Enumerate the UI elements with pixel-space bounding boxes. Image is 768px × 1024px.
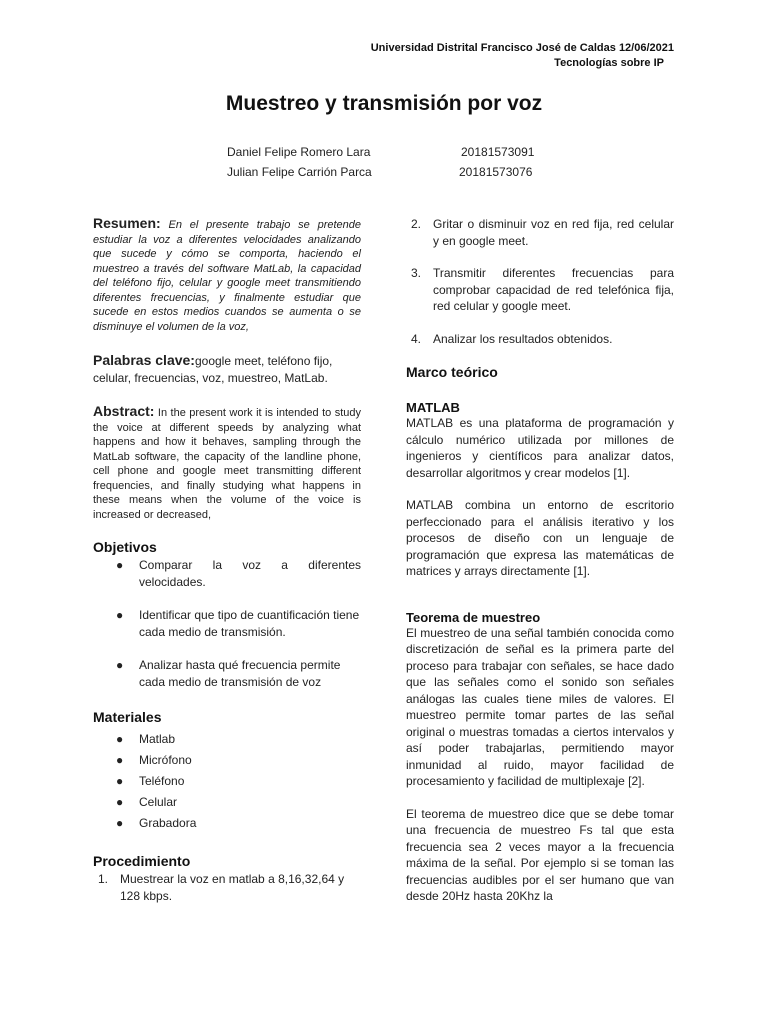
header <box>371 41 674 71</box>
author-id-2: 20181573076 <box>459 165 533 179</box>
abstract-label: Abstract: <box>93 403 155 419</box>
bullet-icon: ● <box>116 608 124 622</box>
list-item: 2. Gritar o disminuir voz en red fija, red celular y en google meet. <box>411 217 674 248</box>
teorema-heading: Teorema de muestreo <box>406 609 541 625</box>
teorema-paragraph-1: El muestreo de una señal también conocida como discretización de señal es la primera parte del proceso para trabajar con señales, se hace dado que las señales como el sonido son señales análogas las cuales tiene miles de valores. El muestreo permite tomar partes de las señal original o muestras tomadas a ciertos intervalos y así poder trabajarlas, permitiendo mayor inmunidad al ruido, mayor facilidad de procesamiento y facilidad de multiplexaje [2]. <box>406 625 674 788</box>
abstract-paragraph <box>93 404 361 522</box>
list-item: ● Teléfono <box>93 771 361 792</box>
matlab-paragraph-2: MATLAB combina un entorno de escritorio perfeccionado para el análisis iterativo y los procesos de diseño con un lenguaje de programación que expresa las matemáticas de matrices y arrays directamente [1]. <box>406 498 674 578</box>
bullet-icon: ● <box>116 558 124 572</box>
bullet-icon: ● <box>116 732 124 746</box>
list-item: ● Comparar la voz a diferentes velocidades. <box>116 558 361 589</box>
header-university-date: Universidad Distrital Francisco José de Caldas 12/06/2021 <box>370 42 674 54</box>
teorema-paragraph-2: El teorema de muestreo dice que se debe tomar una frecuencia de muestreo Fs tal que esta frecuencia sea 2 veces mayor a la frecuencia máxima de la señal. Por ejemplo si se toman las frecuencias audibles por el ser humano que van desde 20Hz hasta 20Khz la <box>406 806 674 903</box>
right-column <box>406 216 674 905</box>
procedimiento-list-left <box>93 871 361 904</box>
list-item: 1. Muestrear la voz en matlab a 8,16,32,64 y 128 kbps. <box>98 872 345 903</box>
objetivos-list <box>93 557 361 690</box>
procedimiento-list-right <box>406 216 674 347</box>
left-column <box>93 216 361 904</box>
paper-title: Muestreo y transmisión por voz <box>225 92 543 115</box>
matlab-paragraph-1: MATLAB es una plataforma de programación y cálculo numérico utilizada por millones de ingenieros y científicos para analizar datos, desarrollar algoritmos y crear modelos [1]. <box>406 416 674 480</box>
list-item: 3. Transmitir diferentes frecuencias para comprobar capacidad de red telefónica fija, red celular y google meet. <box>411 266 674 313</box>
list-item: 4. Analizar los resultados obtenidos. <box>411 331 613 346</box>
list-item: ● Celular <box>93 792 361 813</box>
list-item: ● Analizar hasta qué frecuencia permite cada medio de transmisión de voz <box>116 658 341 689</box>
bullet-icon: ● <box>116 774 124 788</box>
list-item: ● Micrófono <box>93 750 361 771</box>
objetivos-heading: Objetivos <box>93 539 157 555</box>
procedimiento-heading: Procedimiento <box>93 853 191 869</box>
materiales-list <box>93 729 361 834</box>
resumen-text: En el presente trabajo se pretende estudiar la voz a diferentes velocidades analizando que sucede y cómo se comporta, haciendo el muestreo a través del software MatLab, la capacidad del teléfono fijo, celular y google meet transmitiendo diferentes frecuencias, y finalmente estudiar que sucede en estos medios cuandos se aumenta o se disminuye el volumen de la voz, <box>93 219 362 333</box>
bullet-icon: ● <box>116 816 124 830</box>
marco-teorico-heading: Marco teórico <box>406 364 498 380</box>
author-id-1: 20181573091 <box>461 145 535 159</box>
keywords-paragraph <box>93 352 361 386</box>
bullet-icon: ● <box>116 753 124 767</box>
matlab-heading: MATLAB <box>406 400 460 415</box>
materiales-heading: Materiales <box>93 709 162 725</box>
author-name-1: Daniel Felipe Romero Lara <box>227 145 371 159</box>
abstract-text: In the present work it is intended to study the voice at different speeds by analyzing what happens and how it behaves, sampling through the MatLab software, the capacity of the landline phone, cell phone and google meet transmitting different frequencies, and finally studying what happens in these means when the volume of the voice is increased or decreased, <box>93 407 361 521</box>
resumen-paragraph <box>93 216 361 334</box>
bullet-icon: ● <box>116 658 124 672</box>
list-item: ● Matlab <box>93 729 361 750</box>
list-item: ● Grabadora <box>93 813 361 834</box>
keywords-text: google meet, teléfono fijo, celular, frecuencias, voz, muestreo, MatLab. <box>93 354 333 385</box>
resumen-label: Resumen: <box>93 215 161 231</box>
author-name-2: Julian Felipe Carrión Parca <box>227 165 372 179</box>
list-item: ● Identificar que tipo de cuantificación tiene cada medio de transmisión. <box>116 608 360 639</box>
header-course: Tecnologías sobre IP <box>554 57 664 69</box>
bullet-icon: ● <box>116 795 124 809</box>
keywords-label: Palabras clave: <box>93 352 195 368</box>
